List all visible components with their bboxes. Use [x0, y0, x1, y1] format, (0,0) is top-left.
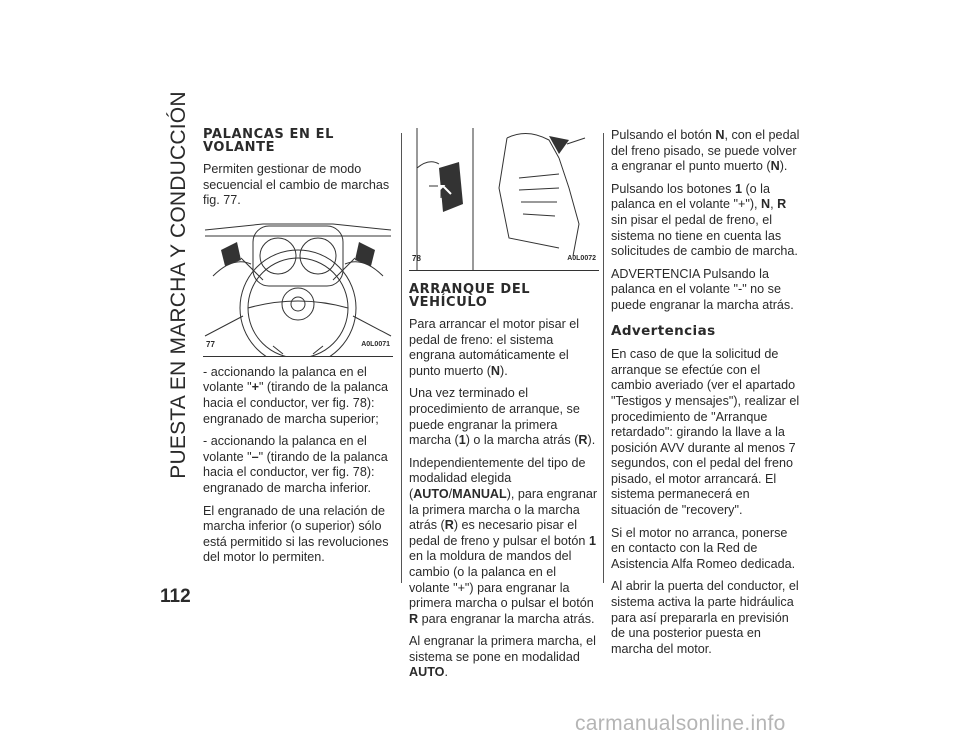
paragraph-engranado: El engranado de una relación de marcha inferior (o superior) sólo está permitido si las revoluciones del motor lo permiten.	[203, 503, 389, 565]
heading-palancas: PALANCAS EN EL VOLANTE	[203, 127, 334, 155]
column-2	[409, 128, 599, 688]
paragraph-puerta: Al abrir la puerta del conductor, el sistema activa la parte hidráulica para así prepararla en previsión de una posterior puesta en marcha del motor.	[611, 579, 799, 656]
heading-advertencias: Advertencias	[611, 322, 716, 339]
figure-78	[409, 128, 599, 271]
page-number: 112	[160, 586, 191, 607]
paragraph-arranque-2: Una vez terminado el procedimiento de arranque, se puede engranar la primera marcha (1) o la marcha atrás (R).	[409, 386, 596, 448]
heading-arranque: ARRANQUE DEL VEHÍCULO	[409, 282, 531, 310]
paragraph-arranque-1: Para arrancar el motor pisar el pedal de freno: el sistema engrana automáticamente el punto muerto (N).	[409, 317, 580, 378]
paragraph-asistencia: Si el motor no arranca, ponerse en contacto con la Red de Asistencia Alfa Romeo dedicada.	[611, 525, 796, 571]
paragraph-palanca-mas: - accionando la palanca en el volante "+" (tirando de la palanca hacia el conductor, ver fig. 78): engranado de marcha superior;	[203, 364, 389, 426]
paddle-shifter-illustration	[409, 128, 599, 270]
figure-77-code: A0L0071	[361, 341, 390, 349]
watermark: carmanualsonline.info	[575, 712, 786, 735]
column-divider-2	[603, 133, 604, 583]
paragraph-averiado: En caso de que la solicitud de arranque se efectúe con el cambio averiado (ver el apartado "Testigos y mensajes"), realizar el procedimiento de "Arranque retardado": girando la llave a la posición AVV durante al menos 7 segundos, con el pedal del freno pisado, el motor arrancará. El sistema permanecerá en situación de "recovery".	[611, 347, 800, 518]
column-divider-1	[401, 133, 402, 583]
section-side-title: PUESTA EN MARCHA Y CONDUCCIÓN	[167, 90, 190, 479]
steering-wheel-illustration	[203, 216, 393, 356]
paragraph-boton-n: Pulsando el botón N, con el pedal del freno pisado, se puede volver a engranar el punto muerto (N).	[611, 128, 800, 174]
figure-78-number: 78	[412, 254, 421, 264]
paragraph-palanca-menos: - accionando la palanca en el volante "–" (tirando de la palanca hacia el conductor, ver fig. 78): engranado de marcha inferior.	[203, 434, 388, 495]
paragraph-advertencia: ADVERTENCIA Pulsando la palanca en el volante "-" no se puede engranar la marcha atrás.	[611, 266, 794, 312]
paragraph-botones: Pulsando los botones 1 (o la palanca en el volante "+"), N, R sin pisar el pedal de freno, el sistema no tiene en cuenta las solicitudes de cambio de marcha.	[611, 181, 798, 259]
figure-78-code: A0L0072	[567, 255, 596, 263]
column-1	[203, 128, 393, 573]
column-3	[611, 128, 801, 664]
figure-77-number: 77	[206, 340, 215, 350]
paragraph-arranque-4: Al engranar la primera marcha, el sistema se pone en modalidad AUTO.	[409, 634, 596, 680]
paragraph-intro: Permiten gestionar de modo secuencial el cambio de marchas fig. 77.	[203, 162, 390, 208]
figure-77	[203, 216, 393, 357]
paragraph-arranque-3: Independientemente del tipo de modalidad elegida (AUTO/MANUAL), para engranar la primera marcha o la marcha atrás (R) es necesario pisar el pedal de freno y pulsar el botón 1 en la moldura de mandos del cambio (o la palanca en el volante "+") para engranar la primera marcha o pulsar el botón R para engranar la marcha atrás.	[409, 455, 598, 626]
